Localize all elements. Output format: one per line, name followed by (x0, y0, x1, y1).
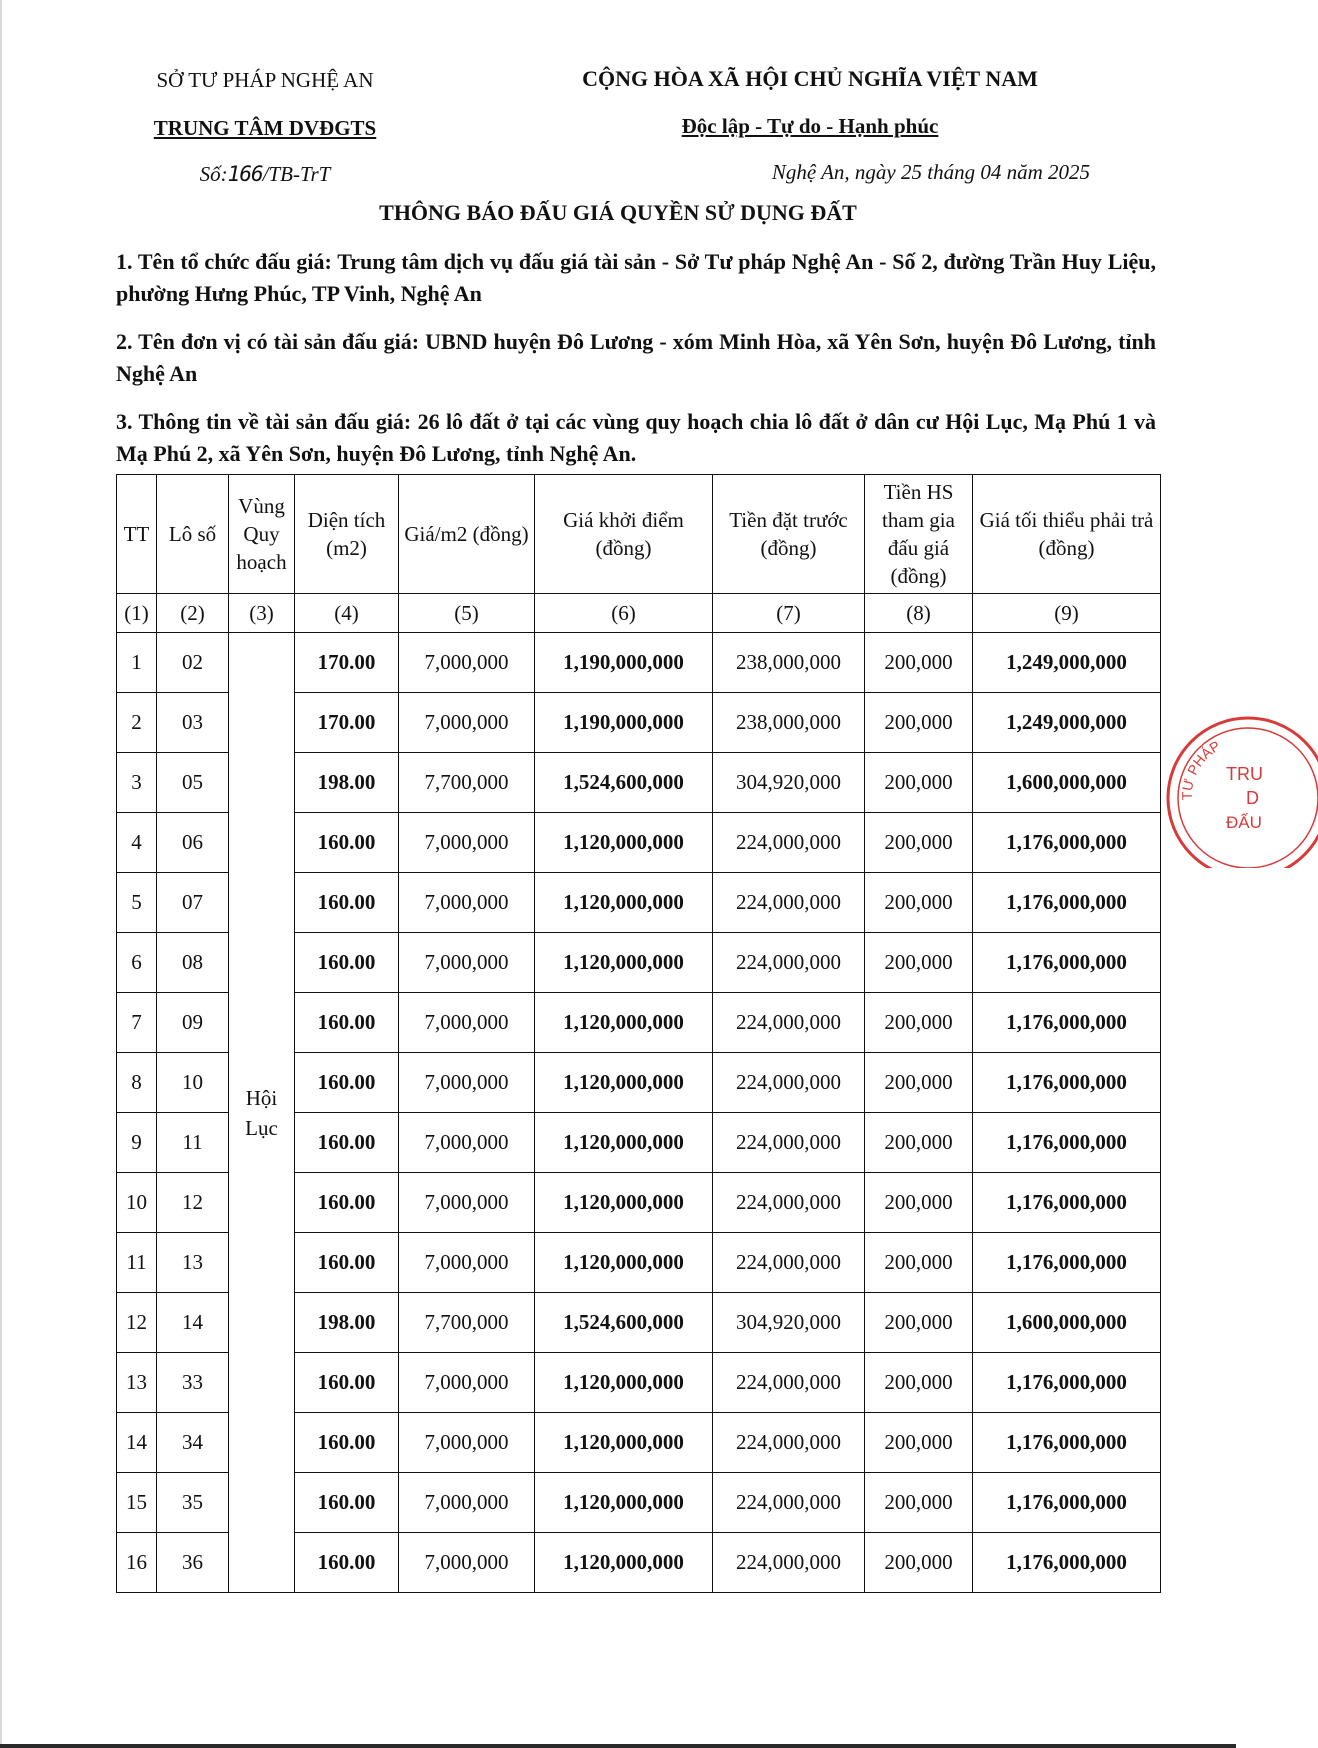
stamp-graphic (1158, 708, 1318, 868)
cell-lo-so: 06 (157, 813, 229, 873)
cell-tien-hs: 200,000 (865, 633, 973, 693)
cell-tien-hs: 200,000 (865, 1413, 973, 1473)
col-number: (7) (713, 594, 865, 633)
stamp-line-1: TRU (1226, 764, 1263, 784)
cell-gia-khoi-diem: 1,120,000,000 (535, 1233, 713, 1293)
stamp-line-3: ĐẤU (1226, 813, 1262, 832)
col-number: (8) (865, 594, 973, 633)
cell-gia-khoi-diem: 1,120,000,000 (535, 1053, 713, 1113)
cell-gia-m2: 7,000,000 (399, 993, 535, 1053)
cell-gia-toi-thieu: 1,176,000,000 (973, 1113, 1161, 1173)
cell-gia-khoi-diem: 1,120,000,000 (535, 873, 713, 933)
cell-gia-khoi-diem: 1,120,000,000 (535, 1473, 713, 1533)
cell-tien-hs: 200,000 (865, 693, 973, 753)
table-row (117, 633, 1161, 693)
cell-tien-dat-truoc: 224,000,000 (713, 1233, 865, 1293)
cell-tien-dat-truoc: 224,000,000 (713, 1473, 865, 1533)
country-name: CỘNG HÒA XÃ HỘI CHỦ NGHĨA VIỆT NAM (582, 66, 1038, 91)
cell-lo-so: 35 (157, 1473, 229, 1533)
header-lo-so: Lô số (157, 475, 229, 594)
cell-tien-dat-truoc: 224,000,000 (713, 1353, 865, 1413)
cell-tien-dat-truoc: 224,000,000 (713, 873, 865, 933)
cell-dien-tich: 160.00 (295, 1353, 399, 1413)
cell-gia-khoi-diem: 1,120,000,000 (535, 1533, 713, 1593)
cell-tien-hs: 200,000 (865, 873, 973, 933)
cell-gia-khoi-diem: 1,524,600,000 (535, 1293, 713, 1353)
cell-tien-dat-truoc: 224,000,000 (713, 993, 865, 1053)
scan-bottom-edge (0, 1744, 1236, 1748)
cell-gia-toi-thieu: 1,176,000,000 (973, 933, 1161, 993)
header-vung: Vùng Quy hoạch (229, 475, 295, 594)
cell-dien-tich: 160.00 (295, 813, 399, 873)
cell-tien-hs: 200,000 (865, 1353, 973, 1413)
cell-tien-hs: 200,000 (865, 1533, 973, 1593)
cell-tien-hs: 200,000 (865, 1233, 973, 1293)
cell-gia-khoi-diem: 1,120,000,000 (535, 993, 713, 1053)
cell-lo-so: 05 (157, 753, 229, 813)
cell-gia-toi-thieu: 1,176,000,000 (973, 1173, 1161, 1233)
cell-gia-toi-thieu: 1,249,000,000 (973, 633, 1161, 693)
cell-dien-tich: 160.00 (295, 1113, 399, 1173)
header-dien-tich: Diện tích (m2) (295, 475, 399, 594)
cell-gia-toi-thieu: 1,176,000,000 (973, 1413, 1161, 1473)
cell-gia-toi-thieu: 1,600,000,000 (973, 753, 1161, 813)
cell-gia-m2: 7,000,000 (399, 1113, 535, 1173)
cell-tien-dat-truoc: 238,000,000 (713, 693, 865, 753)
doc-number-handwritten: 166 (227, 162, 263, 186)
cell-tien-hs: 200,000 (865, 813, 973, 873)
cell-tt: 6 (117, 933, 157, 993)
cell-tt: 11 (117, 1233, 157, 1293)
cell-tien-dat-truoc: 238,000,000 (713, 633, 865, 693)
section-2: 2. Tên đơn vị có tài sản đấu giá: UBND huyện Đô Lương - xóm Minh Hòa, xã Yên Sơn, huyện Đô Lương, tỉnh Nghệ An (116, 329, 1156, 386)
cell-tt: 14 (117, 1413, 157, 1473)
cell-tt: 12 (117, 1293, 157, 1353)
col-number: (2) (157, 594, 229, 633)
stamp-line-2: D (1246, 788, 1259, 808)
doc-number-prefix: Số: (199, 162, 228, 186)
cell-lo-so: 08 (157, 933, 229, 993)
column-number-row (117, 594, 1161, 633)
table-header-row (117, 475, 1161, 594)
cell-dien-tich: 170.00 (295, 633, 399, 693)
cell-lo-so: 12 (157, 1173, 229, 1233)
cell-gia-toi-thieu: 1,176,000,000 (973, 813, 1161, 873)
cell-gia-khoi-diem: 1,120,000,000 (535, 1113, 713, 1173)
cell-dien-tich: 198.00 (295, 1293, 399, 1353)
cell-tien-dat-truoc: 304,920,000 (713, 753, 865, 813)
cell-dien-tich: 170.00 (295, 693, 399, 753)
cell-tt: 3 (117, 753, 157, 813)
cell-dien-tich: 160.00 (295, 1173, 399, 1233)
cell-gia-toi-thieu: 1,249,000,000 (973, 693, 1161, 753)
cell-dien-tich: 160.00 (295, 1473, 399, 1533)
cell-tien-dat-truoc: 224,000,000 (713, 813, 865, 873)
cell-gia-m2: 7,700,000 (399, 1293, 535, 1353)
org-parent: SỞ TƯ PHÁP NGHỆ AN (156, 68, 374, 92)
cell-tien-hs: 200,000 (865, 753, 973, 813)
cell-gia-toi-thieu: 1,176,000,000 (973, 873, 1161, 933)
doc-title: THÔNG BÁO ĐẤU GIÁ QUYỀN SỬ DỤNG ĐẤT (379, 200, 857, 225)
cell-gia-khoi-diem: 1,120,000,000 (535, 1413, 713, 1473)
cell-lo-so: 33 (157, 1353, 229, 1413)
header-gia-khoi-diem: Giá khởi điểm (đồng) (535, 475, 713, 594)
cell-gia-toi-thieu: 1,176,000,000 (973, 1053, 1161, 1113)
cell-tt: 16 (117, 1533, 157, 1593)
cell-tien-dat-truoc: 224,000,000 (713, 933, 865, 993)
cell-lo-so: 13 (157, 1233, 229, 1293)
col-number: (6) (535, 594, 713, 633)
cell-tt: 4 (117, 813, 157, 873)
table-body (117, 633, 1161, 1593)
cell-tien-hs: 200,000 (865, 1173, 973, 1233)
cell-gia-khoi-diem: 1,190,000,000 (535, 693, 713, 753)
motto-text: Độc lập - Tự do - Hạnh phúc (681, 114, 939, 138)
cell-lo-so: 09 (157, 993, 229, 1053)
cell-tien-dat-truoc: 224,000,000 (713, 1173, 865, 1233)
cell-tt: 2 (117, 693, 157, 753)
cell-tien-dat-truoc: 224,000,000 (713, 1533, 865, 1593)
cell-dien-tich: 160.00 (295, 1413, 399, 1473)
cell-gia-khoi-diem: 1,524,600,000 (535, 753, 713, 813)
cell-lo-so: 07 (157, 873, 229, 933)
doc-number (100, 162, 430, 187)
cell-gia-m2: 7,000,000 (399, 933, 535, 993)
cell-tien-dat-truoc: 224,000,000 (713, 1053, 865, 1113)
header-tien-hs: Tiền HS tham gia đấu giá (đồng) (865, 475, 973, 594)
cell-gia-m2: 7,000,000 (399, 1233, 535, 1293)
cell-dien-tich: 160.00 (295, 993, 399, 1053)
cell-tt: 5 (117, 873, 157, 933)
cell-gia-m2: 7,000,000 (399, 633, 535, 693)
cell-tien-hs: 200,000 (865, 993, 973, 1053)
cell-gia-toi-thieu: 1,176,000,000 (973, 1233, 1161, 1293)
header-gia-m2: Giá/m2 (đồng) (399, 475, 535, 594)
header-tien-dat-truoc: Tiền đặt trước (đồng) (713, 475, 865, 594)
cell-tien-dat-truoc: 224,000,000 (713, 1413, 865, 1473)
cell-tt: 9 (117, 1113, 157, 1173)
cell-lo-so: 02 (157, 633, 229, 693)
cell-lo-so: 10 (157, 1053, 229, 1113)
cell-gia-toi-thieu: 1,600,000,000 (973, 1293, 1161, 1353)
auction-table (116, 474, 1161, 1593)
cell-gia-toi-thieu: 1,176,000,000 (973, 1533, 1161, 1593)
cell-dien-tich: 160.00 (295, 873, 399, 933)
stamp-arc-text: TƯ PHÁP (1178, 737, 1223, 801)
header-gia-toi-thieu: Giá tối thiểu phải trả (đồng) (973, 475, 1161, 594)
org-name-text: TRUNG TÂM DVĐGTS (153, 116, 377, 140)
cell-tt: 8 (117, 1053, 157, 1113)
col-number: (5) (399, 594, 535, 633)
header-tt: TT (117, 475, 157, 594)
col-number: (1) (117, 594, 157, 633)
cell-dien-tich: 160.00 (295, 1053, 399, 1113)
cell-tien-hs: 200,000 (865, 933, 973, 993)
cell-gia-khoi-diem: 1,120,000,000 (535, 1173, 713, 1233)
cell-lo-so: 36 (157, 1533, 229, 1593)
cell-gia-m2: 7,000,000 (399, 873, 535, 933)
cell-dien-tich: 198.00 (295, 753, 399, 813)
col-number: (3) (229, 594, 295, 633)
cell-tien-hs: 200,000 (865, 1473, 973, 1533)
section-3: 3. Thông tin về tài sản đấu giá: 26 lô đất ở tại các vùng quy hoạch chia lô đất ở dân cư Hội Lục, Mạ Phú 1 và Mạ Phú 2, xã Yên Sơn, huyện Đô Lương, tỉnh Nghệ An. (116, 409, 1156, 466)
section-1: 1. Tên tổ chức đấu giá: Trung tâm dịch vụ đấu giá tài sản - Sở Tư pháp Nghệ An - Số 2, đường Trần Huy Liệu, phường Hưng Phúc, TP Vinh, Nghệ An (116, 249, 1156, 306)
cell-tt: 15 (117, 1473, 157, 1533)
cell-gia-toi-thieu: 1,176,000,000 (973, 1473, 1161, 1533)
official-stamp (1158, 708, 1318, 868)
cell-lo-so: 03 (157, 693, 229, 753)
cell-gia-m2: 7,000,000 (399, 1353, 535, 1413)
scan-left-edge (0, 0, 2, 1748)
cell-tien-dat-truoc: 304,920,000 (713, 1293, 865, 1353)
cell-lo-so: 34 (157, 1413, 229, 1473)
cell-dien-tich: 160.00 (295, 1233, 399, 1293)
col-number: (4) (295, 594, 399, 633)
cell-gia-m2: 7,000,000 (399, 1173, 535, 1233)
cell-gia-khoi-diem: 1,190,000,000 (535, 633, 713, 693)
cell-dien-tich: 160.00 (295, 933, 399, 993)
cell-tien-hs: 200,000 (865, 1113, 973, 1173)
cell-gia-m2: 7,000,000 (399, 1473, 535, 1533)
cell-dien-tich: 160.00 (295, 1533, 399, 1593)
cell-gia-m2: 7,700,000 (399, 753, 535, 813)
cell-gia-m2: 7,000,000 (399, 1533, 535, 1593)
cell-region (229, 633, 295, 1593)
cell-gia-toi-thieu: 1,176,000,000 (973, 1353, 1161, 1413)
cell-tt: 13 (117, 1353, 157, 1413)
cell-tt: 7 (117, 993, 157, 1053)
cell-tien-hs: 200,000 (865, 1053, 973, 1113)
cell-tien-hs: 200,000 (865, 1293, 973, 1353)
cell-gia-m2: 7,000,000 (399, 1053, 535, 1113)
cell-gia-toi-thieu: 1,176,000,000 (973, 993, 1161, 1053)
cell-lo-so: 14 (157, 1293, 229, 1353)
cell-tt: 10 (117, 1173, 157, 1233)
cell-gia-khoi-diem: 1,120,000,000 (535, 933, 713, 993)
cell-gia-m2: 7,000,000 (399, 813, 535, 873)
region-label: Hội Lục (245, 1085, 278, 1140)
cell-gia-khoi-diem: 1,120,000,000 (535, 1353, 713, 1413)
cell-lo-so: 11 (157, 1113, 229, 1173)
col-number: (9) (973, 594, 1161, 633)
cell-gia-m2: 7,000,000 (399, 693, 535, 753)
cell-gia-khoi-diem: 1,120,000,000 (535, 813, 713, 873)
cell-tien-dat-truoc: 224,000,000 (713, 1113, 865, 1173)
cell-tt: 1 (117, 633, 157, 693)
org-name (100, 116, 430, 141)
doc-number-suffix: /TB-TrT (262, 162, 331, 186)
motto (470, 114, 1150, 139)
place-date: Nghệ An, ngày 25 tháng 04 năm 2025 (771, 160, 1090, 184)
cell-gia-m2: 7,000,000 (399, 1413, 535, 1473)
